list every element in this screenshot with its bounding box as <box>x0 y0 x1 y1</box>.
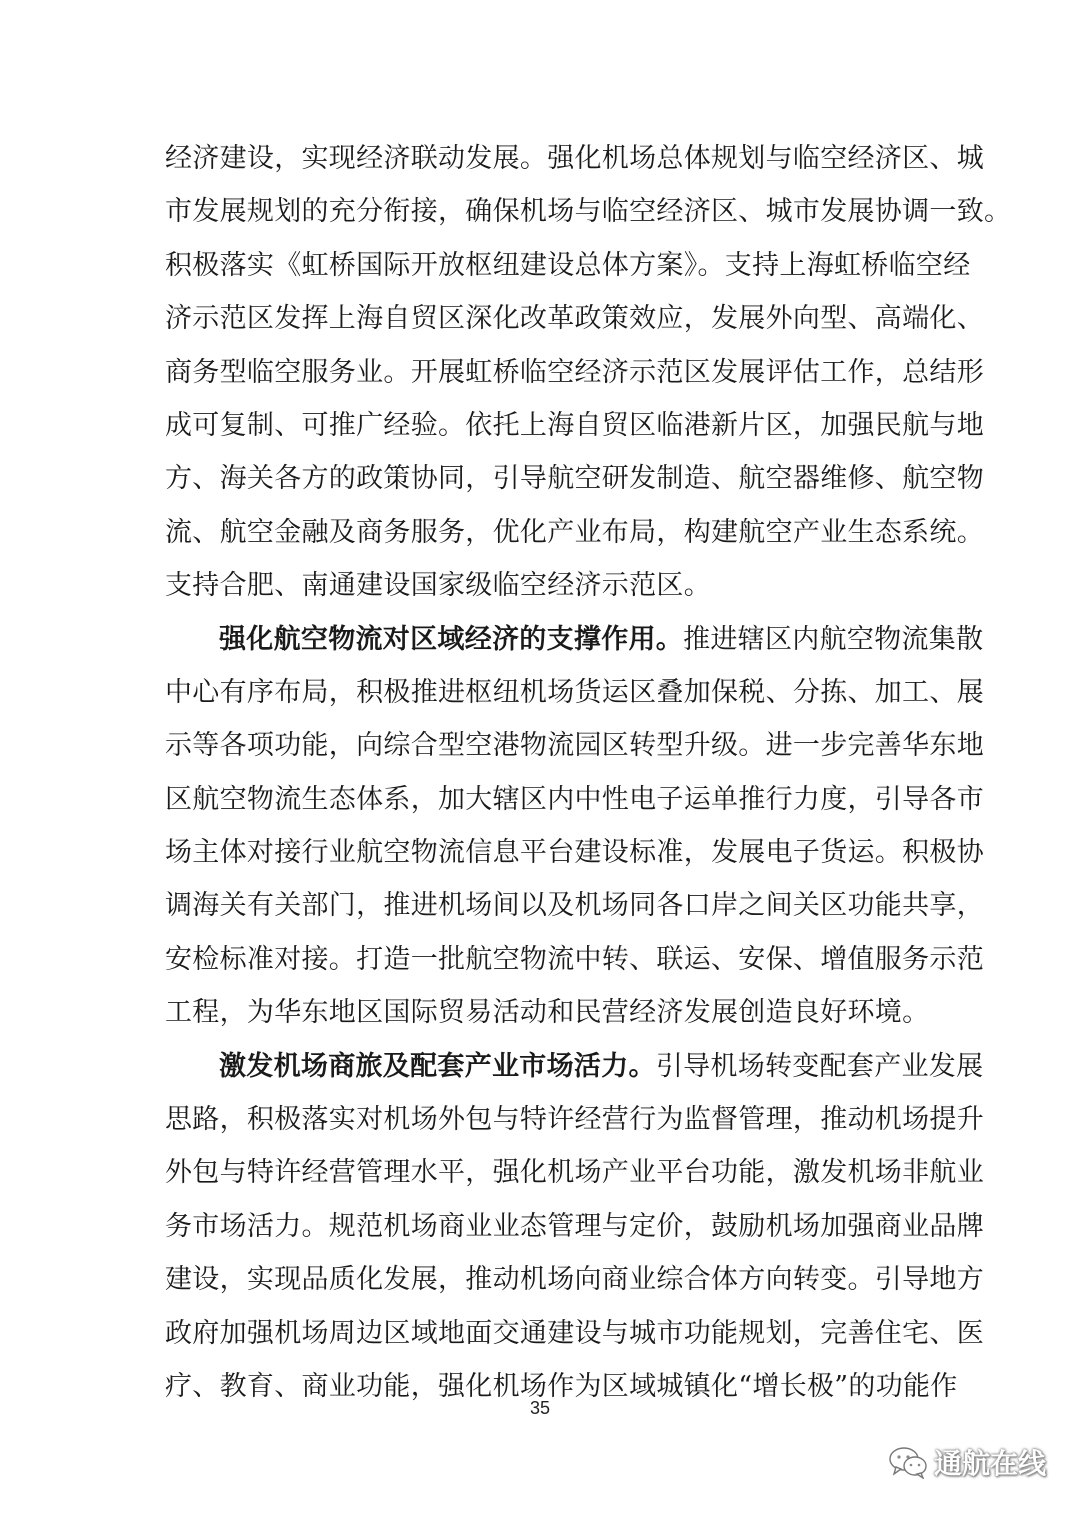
paragraph-line: 政府加强机场周边区域地面交通建设与城市功能规划，完善住宅、医 <box>165 1317 984 1349</box>
paragraph-text: 推进辖区内航空物流集散 <box>683 623 984 655</box>
paragraph-line: 工程，为华东地区国际贸易活动和民营经济发展创造良好环境。 <box>165 997 930 1029</box>
paragraph-line: 成可复制、可推广经验。依托上海自贸区临港新片区，加强民航与地 <box>165 409 984 441</box>
wechat-icon <box>888 1445 928 1479</box>
paragraph-line: 疗、教育、商业功能，强化机场作为区域城镇化“增长极”的功能作 <box>165 1370 958 1402</box>
paragraph-line: 调海关有关部门，推进机场间以及机场同各口岸之间关区功能共享， <box>165 890 984 922</box>
section-heading: 强化航空物流对区域经济的支撑作用。 <box>219 623 684 655</box>
paragraph-line: 支持合肥、南通建设国家级临空经济示范区。 <box>165 570 711 602</box>
paragraph-line: 示等各项功能，向综合型空港物流园区转型升级。进一步完善华东地 <box>165 730 984 762</box>
paragraph-line: 思路，积极落实对机场外包与特许经营行为监督管理，推动机场提升 <box>165 1104 984 1136</box>
paragraph-line: 区航空物流生态体系，加大辖区内中性电子运单推行力度，引导各市 <box>165 783 984 815</box>
paragraph-line: 建设，实现品质化发展，推动机场向商业综合体方向转变。引导地方 <box>165 1264 984 1296</box>
section-heading-line <box>165 1040 984 1093</box>
paragraph-text: 引导机场转变配套产业发展 <box>655 1050 984 1082</box>
paragraph-line: 商务型临空服务业。开展虹桥临空经济示范区发展评估工作，总结形 <box>165 356 984 388</box>
paragraph-line: 积极落实《虹桥国际开放枢纽建设总体方案》。支持上海虹桥临空经 <box>165 249 971 281</box>
paragraph-line: 安检标准对接。打造一批航空物流中转、联运、安保、增值服务示范 <box>165 943 984 975</box>
paragraph-line: 外包与特许经营管理水平，强化机场产业平台功能，激发机场非航业 <box>165 1157 984 1189</box>
section-heading-line <box>165 613 984 666</box>
paragraph-line: 流、航空金融及商务服务，优化产业布局，构建航空产业生态系统。 <box>165 516 984 548</box>
paragraph-line: 市发展规划的充分衔接，确保机场与临空经济区、城市发展协调一致。 <box>165 196 1012 228</box>
section-heading: 激发机场商旅及配套产业市场活力。 <box>219 1050 656 1082</box>
watermark <box>888 1442 1046 1482</box>
watermark-text: 通航在线 <box>933 1447 1046 1480</box>
paragraph-line: 经济建设，实现经济联动发展。强化机场总体规划与临空经济区、城 <box>165 143 984 174</box>
paragraph-line: 中心有序布局，积极推进枢纽机场货运区叠加保税、分拣、加工、展 <box>165 676 984 708</box>
paragraph-line: 务市场活力。规范机场商业业态管理与定价，鼓励机场加强商业品牌 <box>165 1210 984 1242</box>
page-number: 35 <box>529 1398 551 1418</box>
paragraph-line: 济示范区发挥上海自贸区深化改革政策效应，发展外向型、高端化、 <box>165 303 984 335</box>
paragraph-line: 方、海关各方的政策协同，引导航空研发制造、航空器维修、航空物 <box>165 463 984 495</box>
paragraph-line: 场主体对接行业航空物流信息平台建设标准，发展电子货运。积极协 <box>165 837 984 869</box>
document-body <box>165 132 1012 1413</box>
